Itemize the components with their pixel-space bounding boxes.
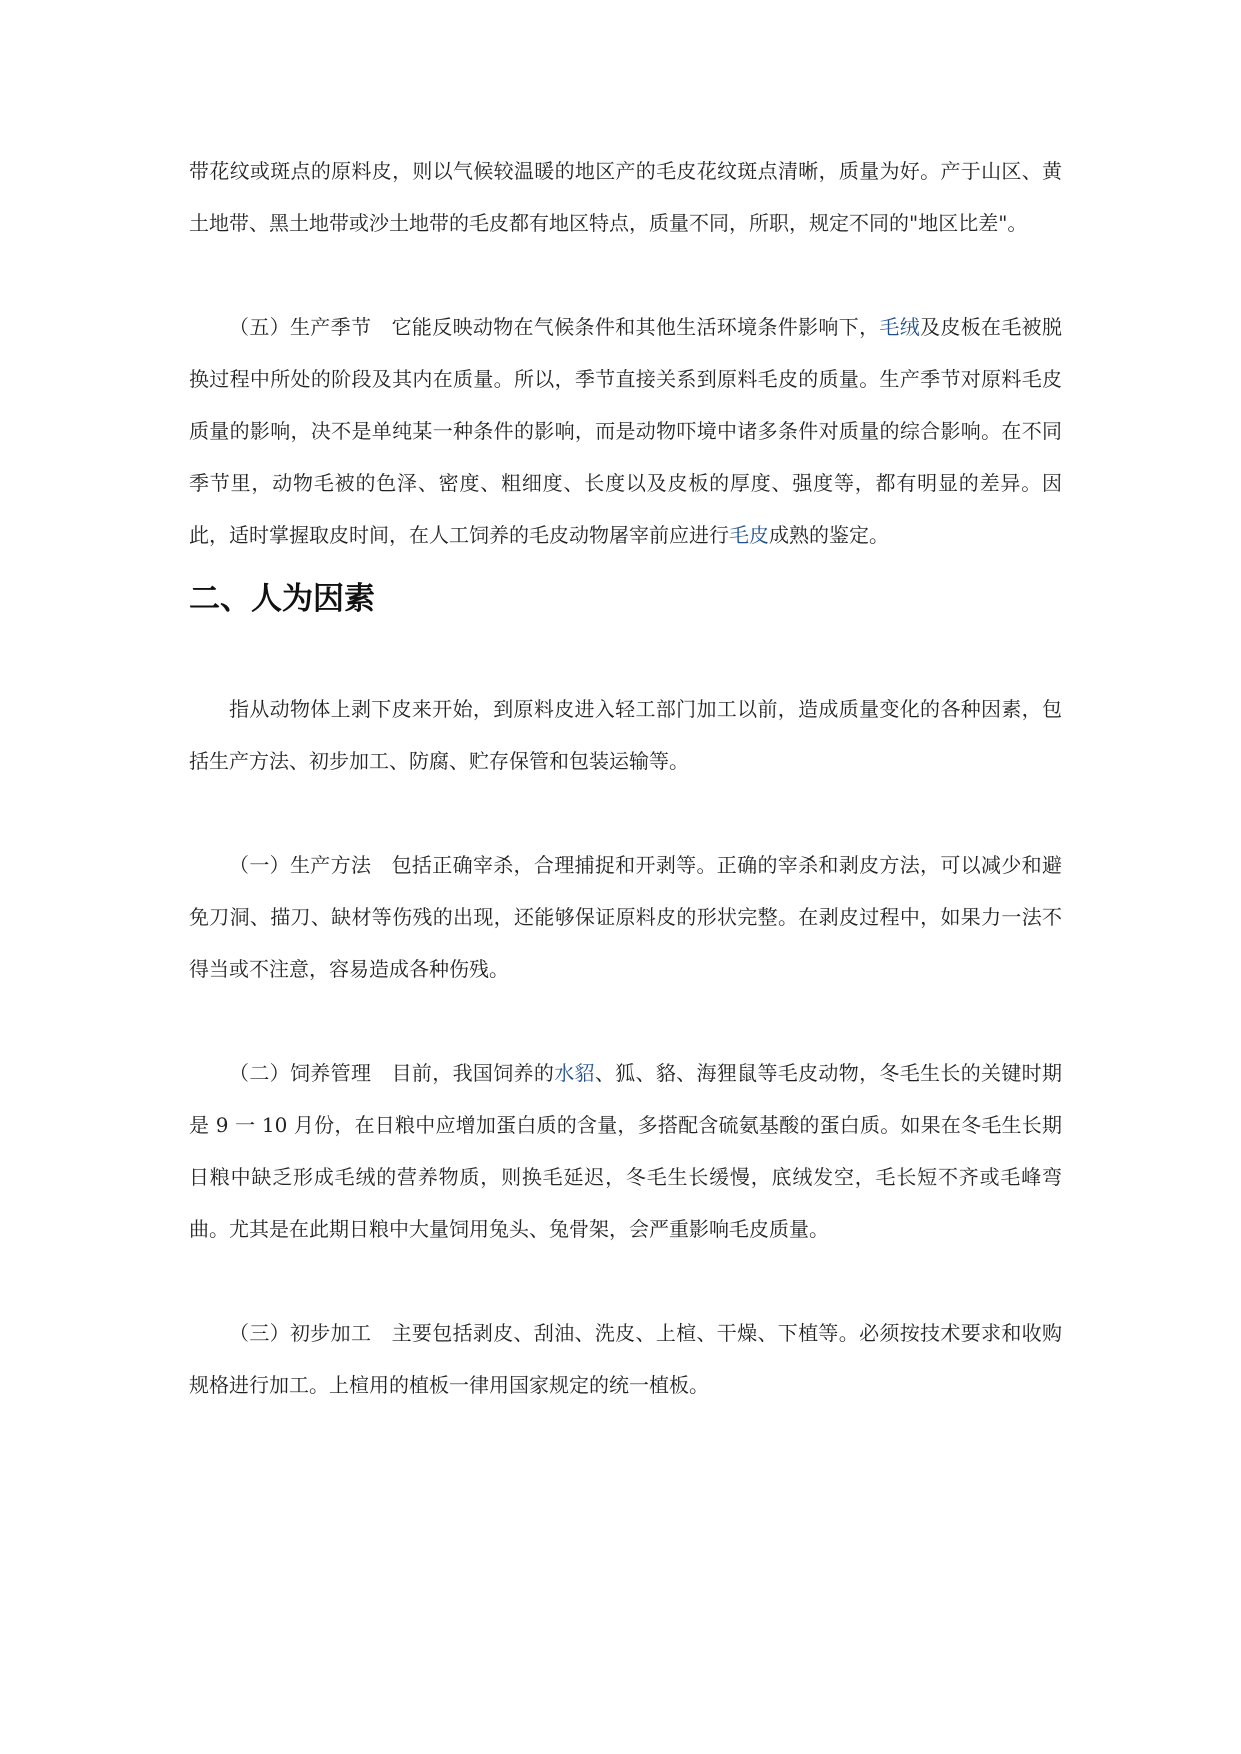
paragraph-text: 及皮板在毛被脱换过程中所处的阶段及其内在质量。所以，季节直接关系到原料毛皮的质量。生产季节对原料毛皮质量的影响，决不是单纯某一种条件的影响，而是动物吓境中诸多条件对质量的综合影响。在不同季节里，动物毛被的色泽、密度、粗细度、长度以及皮板的厚度、强度等，都有明显的差异。因此，适时掌握取皮时间，在人工饲养的毛皮动物屠宰前应进行 <box>189 315 1063 547</box>
paragraph-feeding-management <box>189 1047 1062 1255</box>
paragraph-region-grade <box>189 145 1062 249</box>
paragraph-production-season <box>189 301 1062 561</box>
paragraph-text: 成熟的鉴定。 <box>769 523 889 547</box>
paragraph-gap <box>189 787 1062 839</box>
paragraph-text: 带花纹或斑点的原料皮，则以气候较温暖的地区产的毛皮花纹斑点清晰，质量为好。产于山区、黄土地带、黑土地带或沙土地带的毛皮都有地区特点，质量不同，所职，规定不同的"地区比差"。 <box>189 159 1062 235</box>
paragraph-text: （二）饲养管理 目前，我国饲养的 <box>229 1061 555 1085</box>
paragraph-gap <box>189 995 1062 1047</box>
paragraph-initial-processing <box>189 1307 1062 1411</box>
link-shui-diao[interactable]: 水貂 <box>554 1061 595 1085</box>
paragraph-text: （一）生产方法 包括正确宰杀，合理捕捉和开剥等。正确的宰杀和剥皮方法，可以减少和避免刀洞、描刀、缺材等伤残的出现，还能够保证原料皮的形状完整。在剥皮过程中，如果力一法不得当或不注意，容易造成各种伤残。 <box>189 853 1062 981</box>
paragraph-gap <box>189 249 1062 301</box>
paragraph-gap <box>189 1255 1062 1307</box>
paragraph-text: （三）初步加工 主要包括剥皮、刮油、洗皮、上楦、干燥、下植等。必须按技术要求和收购规格进行加工。上楦用的植板一律用国家规定的统一植板。 <box>189 1321 1062 1397</box>
paragraph-human-factors <box>189 683 1062 787</box>
paragraph-gap <box>189 631 1062 683</box>
link-mao-pi[interactable]: 毛皮 <box>729 523 769 547</box>
paragraph-text: 、狐、貉、海狸鼠等毛皮动物，冬毛生长的关键时期是 9 一 10 月份，在日粮中应增加蛋白质的含量，多搭配含硫氨基酸的蛋白质。如果在冬毛生长期日粮中缺乏形成毛绒的营养物质，则换毛延迟，冬毛生长缓慢，底绒发空，毛长短不齐或毛峰弯曲。尤其是在此期日粮中大量饲用兔头、兔骨架，会严重影响毛皮质量。 <box>189 1061 1063 1241</box>
document-page <box>189 145 1062 1411</box>
section-heading: 二、人为因素 <box>189 581 375 617</box>
paragraph-text: （五）生产季节 它能反映动物在气候条件和其他生活环境条件影响下， <box>229 315 880 339</box>
paragraph-text: 指从动物体上剥下皮来开始，到原料皮进入轻工部门加工以前，造成质量变化的各种因素，包括生产方法、初步加工、防腐、贮存保管和包装运输等。 <box>189 697 1062 773</box>
paragraph-production-method <box>189 839 1062 995</box>
link-mao-rong[interactable]: 毛绒 <box>879 315 921 339</box>
